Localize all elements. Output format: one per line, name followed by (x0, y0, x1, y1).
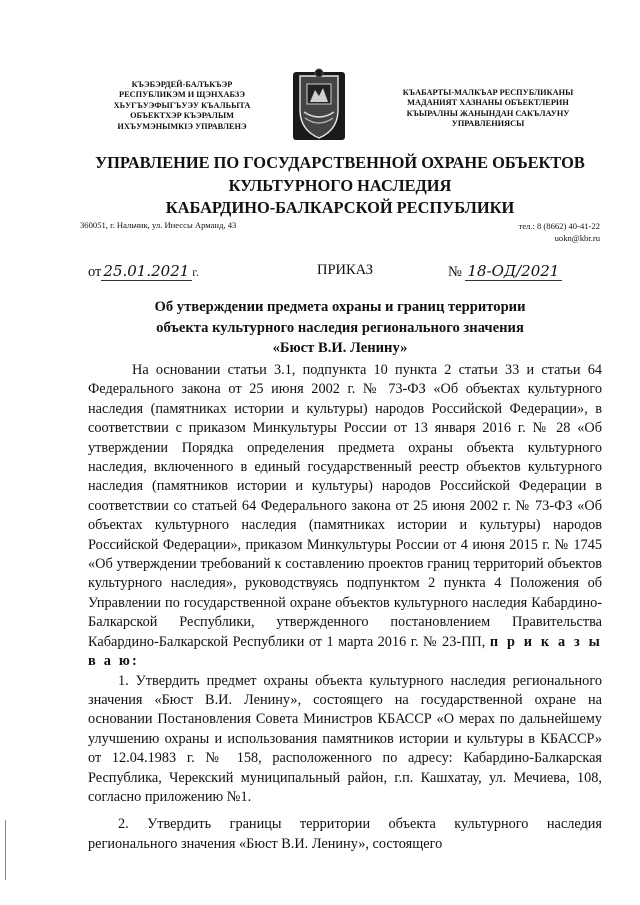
order-body (88, 361, 602, 854)
agency-title-line: УПРАВЛЕНИЕ ПО ГОСУДАРСТВЕННОЙ ОХРАНЕ ОБЪЕКТОВ (95, 153, 585, 172)
order-number (448, 262, 562, 281)
order-word: ПРИКАЗ (317, 262, 374, 278)
order-title-line: «Бюст В.И. Ленину» (272, 340, 408, 356)
agency-title-line: КАБАРДИНО-БАЛКАРСКОЙ РЕСПУБЛИКИ (165, 198, 515, 217)
right-caption-line: УПРАВЛЕНИЯСЫ (451, 119, 525, 129)
preamble-paragraph (88, 361, 602, 672)
number-prefix: № (448, 264, 462, 280)
right-caption-line: МАДАНИЯТ ХАЗНАНЫ ОБЪЕКТЛЕРИН (407, 98, 569, 108)
item-2-paragraph: 2. Утвердить границы территории объекта культурного наследия регионального значения «Бюст В.И. Ленину», состоящего (88, 816, 602, 852)
left-caption-line: ХЬУГЪУЭФЫГЪУЭУ КЪАЛЬЫТА (113, 100, 251, 110)
agency-phone: тел.: 8 (8662) 40-41-22 (518, 221, 600, 231)
item-1-paragraph: 1. Утвердить предмет охраны объекта культурного наследия регионального значения «Бюст В.И. Ленину», состоящего на государственной охране на основании Постановления Совета Министров КБАССР «О мерах по дальнейшему улучшению охраны и использования памятников истории и культуры в КБАССР» от 12.04.1983 г. № 158, расположенного по адресу: Кабардино-Балкарская Республика, Черекский муниципальный район, г.п. Кашхатау, ул. Мечиева, 108, согласно приложению №1. (88, 672, 602, 805)
date-suffix: г. (192, 265, 199, 279)
handwritten-number: 18-ОД/2021 (465, 262, 562, 281)
agency-address: 360051, г. Нальчик, ул. Инессы Арманд, 43 (80, 220, 237, 230)
preamble-text: На основании статьи 3.1, подпункта 10 пункта 2 статьи 33 и статьи 64 Федерального закона от 25 июня 2002 г. № 73-ФЗ «Об объектах культурного наследия (памятниках истории и культуры) народов Российской Федерации», в соответствии с приказом Минкультуры России от 13 января 2016 г. № 28 «Об утверждении Порядка определения предмета охраны объекта культурного наследия, включенного в единый государственный реестр объектов культурного наследия (памятников истории и культуры) народов Российской Федерации в соответствии со статьей 64 Федерального закона от 25 июня 2002 г. № 73-ФЗ «Об объектах культурного наследия (памятниках истории и культуры) народов Российской Федерации», приказом Минкультуры России от 4 июня 2015 г. № 1745 «Об утверждении требований к составлению проектов границ территорий объектов культурного наследия», руководствуясь подпунктом 2 пункта 4 Положения об Управлении по государственной охране объектов культурного наследия Кабардино-Балкарской Республики, утвержденного постановлением Правительства Кабардино-Балкарской Республики от 1 марта 2016 г. № 23-ПП, (88, 362, 602, 650)
right-caption-line: КЪАБАРТЫ-МАЛКЪАР РЕСПУБЛИКАНЫ (402, 88, 574, 97)
left-caption-line: ИХЪУМЭНЫМКIЭ УПРАВЛЕНЭ (117, 121, 247, 131)
agency-email: uokn@kbr.ru (554, 233, 600, 243)
left-caption-line: КЪЭБЭРДЕЙ-БАЛЪКЪЭР (131, 80, 233, 89)
date-prefix: от (88, 264, 102, 280)
agency-contacts (518, 220, 600, 244)
order-title-line: объекта культурного наследия регионального значения (156, 319, 524, 336)
header-left-caption (82, 80, 282, 132)
order-title (40, 297, 640, 359)
resolve-word: п р и к а з ы в а ю: (88, 633, 603, 670)
left-caption-line: ОБЪЕКТХЭР КЪЭРАЛЫМ (130, 111, 234, 121)
left-caption-line: РЕСПУБЛИКЭМ И ЩЭНХАБЗЭ (119, 90, 245, 100)
coat-of-arms-icon (290, 66, 348, 144)
agency-title (40, 152, 640, 220)
header-right-caption (372, 88, 604, 130)
handwritten-date: 25.01.2021 (101, 262, 192, 281)
order-title-line: Об утверждении предмета охраны и границ территории (154, 299, 526, 315)
right-caption-line: КЪЫРАЛНЫ ЖАНЫНДАН САКЪЛАУНУ (406, 108, 570, 118)
order-date (88, 262, 199, 281)
agency-title-line: КУЛЬТУРНОГО НАСЛЕДИЯ (228, 175, 452, 195)
scan-margin-mark (5, 820, 6, 880)
